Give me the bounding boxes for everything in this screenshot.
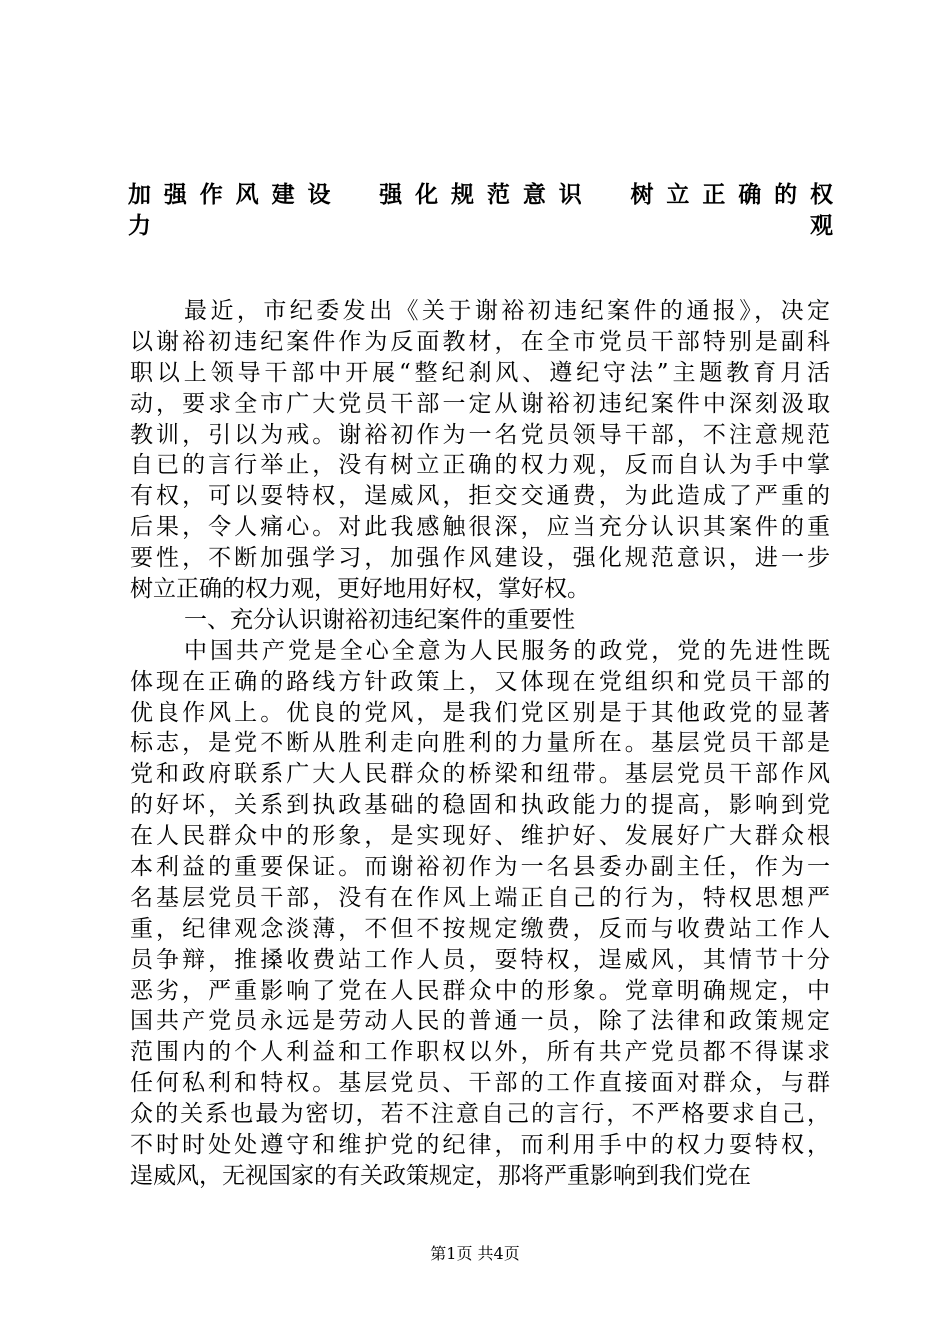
paragraph-line: 逞威风，无视国家的有关政策规定，那将严重影响到我们党在 xyxy=(130,1162,751,1189)
paragraph-line: 名基层党员干部，没有在作风上端正自己的行为，特权思想严 xyxy=(130,884,830,911)
paragraph-line: 标志，是党不断从胜利走向胜利的力量所在。基层党员干部是 xyxy=(130,730,830,757)
paragraph-line: 的好坏，关系到执政基础的稳固和执政能力的提高，影响到党 xyxy=(130,792,830,819)
paragraph-line: 优良作风上。优良的党风，是我们党区别是于其他政党的显著 xyxy=(130,699,830,726)
paragraph-line: 有权，可以耍特权，逞威风，拒交交通费，为此造成了严重的 xyxy=(130,483,830,510)
paragraph-line: 以谢裕初违纪案件作为反面教材，在全市党员干部特别是副科 xyxy=(130,328,830,355)
paragraph-line: 众的关系也最为密切，若不注意自己的言行，不严格要求自己， xyxy=(130,1101,830,1128)
title-line: 加强作风建设 强化规范意识 树立正确的权 xyxy=(128,181,833,208)
paragraph xyxy=(130,605,830,636)
paragraph-line: 职以上领导干部中开展“整纪刹风、遵纪守法”主题教育月活 xyxy=(130,359,830,386)
paragraph-line: 在人民群众中的形象，是实现好、维护好、发展好广大群众根 xyxy=(130,823,830,850)
paragraph xyxy=(130,636,830,1192)
paragraph xyxy=(130,296,830,605)
paragraph-line: 体现在正确的路线方针政策上，又体现在党组织和党员干部的 xyxy=(130,668,830,695)
paragraph-line: 自已的言行举止，没有树立正确的权力观，反而自认为手中掌 xyxy=(130,452,830,479)
page-number-footer: 第1页 共4页 xyxy=(430,1244,520,1263)
paragraph-line: 任何私利和特权。基层党员、干部的工作直接面对群众，与群 xyxy=(130,1070,830,1097)
paragraph-line: 重，纪律观念淡薄，不但不按规定缴费，反而与收费站工作人 xyxy=(130,915,830,942)
paragraph-line: 不时时处处遵守和维护党的纪律，而利用手中的权力耍特权， xyxy=(130,1132,830,1159)
paragraph-line: 党和政府联系广大人民群众的桥梁和纽带。基层党员干部作风 xyxy=(130,761,830,788)
paragraph-line: 要性，不断加强学习，加强作风建设，强化规范意识，进一步 xyxy=(130,545,830,572)
paragraph-line: 动，要求全市广大党员干部一定从谢裕初违纪案件中深刻汲取 xyxy=(130,390,830,417)
paragraph-line: 一、充分认识谢裕初违纪案件的重要性 xyxy=(184,606,575,633)
paragraph-line: 恶劣，严重影响了党在人民群众中的形象。党章明确规定，中 xyxy=(130,977,830,1004)
paragraph-line: 中国共产党是全心全意为人民服务的政党，党的先进性既 xyxy=(184,637,830,664)
paragraph-line: 国共产党员永远是劳动人民的普通一员，除了法律和政策规定 xyxy=(130,1008,830,1035)
document-title xyxy=(128,180,833,242)
paragraph-line: 最近，市纪委发出《关于谢裕初违纪案件的通报》，决定 xyxy=(184,298,830,324)
paragraph-line: 本利益的重要保证。而谢裕初作为一名县委办副主任，作为一 xyxy=(130,854,830,881)
paragraph-line: 后果，令人痛心。对此我感触很深，应当充分认识其案件的重 xyxy=(130,514,830,541)
title-line: 力观 xyxy=(128,211,833,239)
paragraph-line: 范围内的个人利益和工作职权以外，所有共产党员都不得谋求 xyxy=(130,1039,830,1066)
paragraph-line: 树立正确的权力观，更好地用好权，掌好权。 xyxy=(130,576,590,603)
paragraph-line: 教训，引以为戒。谢裕初作为一名党员领导干部，不注意规范 xyxy=(130,421,830,448)
paragraph-line: 员争辩，推搡收费站工作人员，耍特权，逞威风，其情节十分 xyxy=(130,946,830,973)
document-body xyxy=(130,296,830,1192)
